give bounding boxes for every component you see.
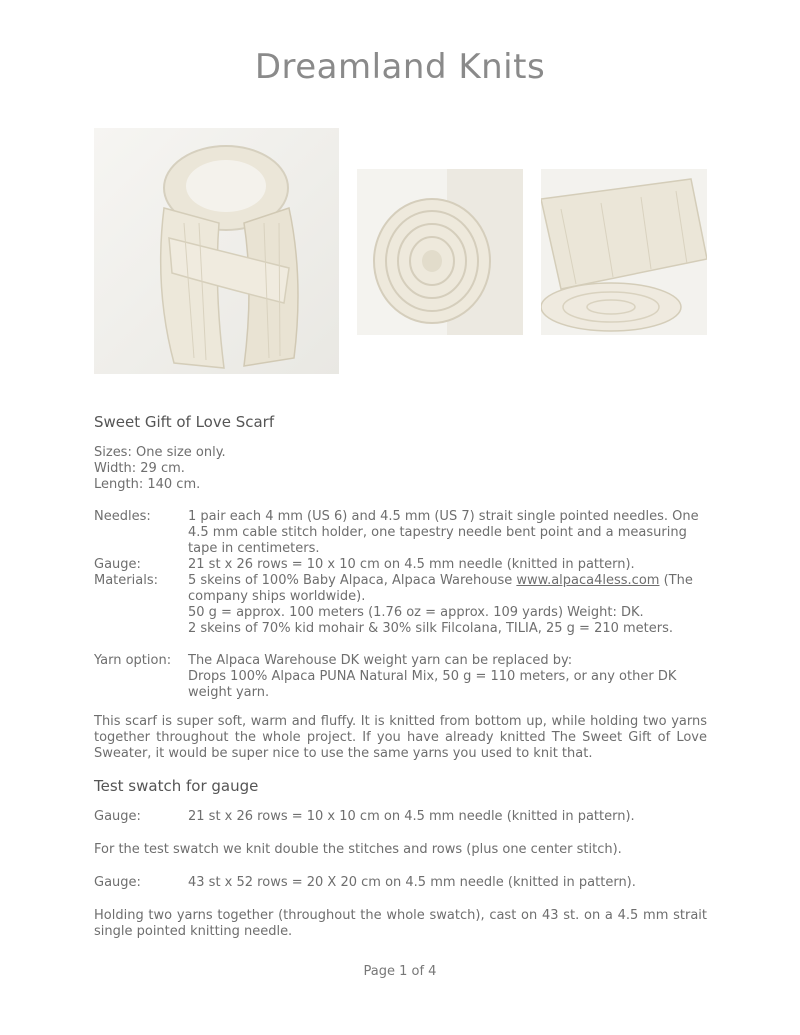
scarf-rolled-photo <box>357 169 523 335</box>
yarn-option-line1: The Alpaca Warehouse DK weight yarn can be replaced by: <box>188 653 573 668</box>
materials-line2: 50 g = approx. 100 meters (1.76 oz = approx. 109 yards) Weight: DK. <box>188 605 644 620</box>
swatch-heading: Test swatch for gauge <box>94 777 259 795</box>
materials-label: Materials: <box>94 573 158 588</box>
gauge-row <box>94 557 707 573</box>
swatch-note: For the test swatch we knit double the stitches and rows (plus one center stitch). <box>94 842 622 857</box>
materials-suffix: (The company ships worldwide). <box>188 573 693 604</box>
yarn-option-text <box>188 653 707 701</box>
yarn-option-line2: Drops 100% Alpaca PUNA Natural Mix, 50 g = 110 meters, or any other DK weight yarn. <box>188 669 677 700</box>
gauge-label: Gauge: <box>94 557 141 572</box>
swatch-gauge1-row <box>94 809 707 825</box>
sizes-line: Sizes: One size only. <box>94 445 226 460</box>
pattern-heading: Sweet Gift of Love Scarf <box>94 413 275 431</box>
materials-text <box>188 573 707 637</box>
needles-text: 1 pair each 4 mm (US 6) and 4.5 mm (US 7) strait single pointed needles. One 4.5 mm cable stitch holder, one tapestry needle bent point and a measuring tape in centimeters. <box>188 509 699 556</box>
scarf-side-photo <box>541 169 707 335</box>
needles-row <box>94 509 707 557</box>
alpaca-warehouse-link[interactable]: www.alpaca4less.com <box>516 573 660 588</box>
swatch-gauge1-label: Gauge: <box>94 809 141 824</box>
yarn-option-label: Yarn option: <box>94 653 172 668</box>
swatch-gauge1-text: 21 st x 26 rows = 10 x 10 cm on 4.5 mm needle (knitted in pattern). <box>188 809 635 824</box>
swatch-gauge2-label: Gauge: <box>94 875 141 890</box>
swatch-cast-on: Holding two yarns together (throughout the whole swatch), cast on 43 st. on a 4.5 mm strait single pointed knitting needle. <box>94 908 707 939</box>
swatch-gauge2-row <box>94 875 707 891</box>
scarf-worn-photo <box>94 128 339 374</box>
width-line: Width: 29 cm. <box>94 461 185 476</box>
swatch-gauge2-text: 43 st x 52 rows = 20 X 20 cm on 4.5 mm needle (knitted in pattern). <box>188 875 636 890</box>
document-title: Dreamland Knits <box>254 47 546 87</box>
yarn-option-row <box>94 653 707 701</box>
pattern-content <box>94 412 707 940</box>
materials-row <box>94 573 707 637</box>
materials-line3: 2 skeins of 70% kid mohair & 30% silk Filcolana, TILIA, 25 g = 210 meters. <box>188 621 674 636</box>
intro-paragraph: This scarf is super soft, warm and fluffy. It is knitted from bottom up, while holding two yarns together throughout the whole project. If you have already knitted The Sweet Gift of Love Sweater, it would be super nice to use the same yarns you used to knit that. <box>94 714 707 761</box>
length-line: Length: 140 cm. <box>94 477 201 492</box>
materials-prefix: 5 skeins of 100% Baby Alpaca, Alpaca Warehouse <box>188 573 517 588</box>
needles-label: Needles: <box>94 509 151 524</box>
gauge-text: 21 st x 26 rows = 10 x 10 cm on 4.5 mm needle (knitted in pattern). <box>188 557 635 572</box>
page-number: Page 1 of 4 <box>363 964 437 979</box>
